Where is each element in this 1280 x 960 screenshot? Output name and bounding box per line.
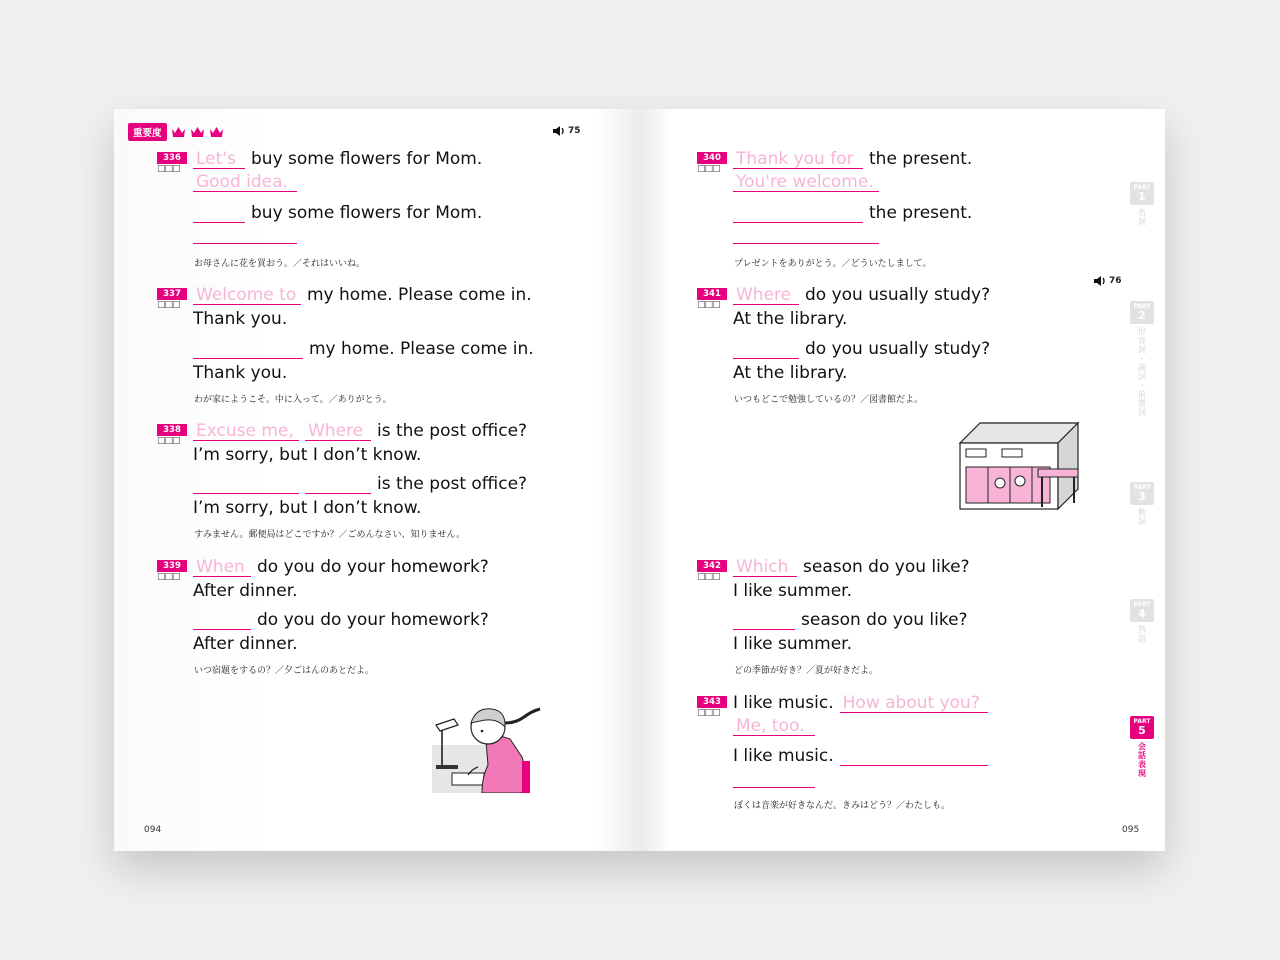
answer-text: Excuse me,	[193, 422, 299, 441]
japanese-translation: いつもどこで勉強しているの？／図書館だよ。	[734, 395, 924, 405]
girl-studying-illustration	[432, 705, 544, 793]
blank-field[interactable]	[733, 611, 795, 630]
tab-part-label: PART	[1133, 601, 1151, 608]
answer-text: You're welcome.	[733, 173, 879, 192]
tab-head	[1130, 301, 1154, 324]
blank-field[interactable]	[733, 340, 799, 359]
sentence-line	[193, 285, 532, 305]
question-badge: 338	[157, 424, 187, 436]
response-text: After dinner.	[193, 581, 298, 601]
check-boxes[interactable]: □□□	[157, 572, 180, 582]
sentence-line	[193, 557, 489, 577]
blank-field[interactable]	[193, 204, 245, 223]
question-number-342	[697, 560, 727, 582]
response-text: After dinner.	[193, 634, 298, 654]
response-line	[733, 309, 847, 329]
response-line	[193, 173, 303, 192]
importance-label: 重要度	[128, 123, 167, 141]
blank-field[interactable]	[193, 340, 303, 359]
response-text: At the library.	[733, 363, 848, 383]
japanese-translation: プレゼントをありがとう。／どういたしまして。	[734, 259, 932, 269]
part-tab-2[interactable]	[1128, 301, 1156, 417]
tab-number: 2	[1138, 309, 1146, 322]
right-page	[640, 109, 1165, 851]
response-line	[733, 581, 852, 601]
response-line	[193, 445, 421, 465]
sentence-line	[733, 285, 990, 305]
check-boxes[interactable]: □□□	[157, 300, 180, 310]
check-boxes[interactable]: □□□	[697, 708, 720, 718]
answer-text: Thank you for	[733, 150, 863, 169]
question-number-338	[157, 424, 187, 446]
crown-icon	[209, 126, 224, 138]
sentence-line	[193, 149, 482, 169]
question-badge: 340	[697, 152, 727, 164]
blank-field[interactable]	[193, 611, 251, 630]
check-boxes[interactable]: □□□	[697, 164, 720, 174]
check-boxes[interactable]: □□□	[697, 572, 720, 582]
tab-part-label: PART	[1133, 718, 1151, 725]
tab-head	[1130, 716, 1154, 739]
audio-track-number: 75	[568, 126, 581, 136]
tab-head	[1130, 182, 1154, 205]
tab-part-label: PART	[1133, 184, 1151, 191]
audio-track-badge[interactable]	[1093, 275, 1122, 287]
exercise-line	[733, 203, 972, 223]
response-line	[733, 173, 885, 192]
question-badge: 339	[157, 560, 187, 572]
sentence-line	[733, 693, 994, 713]
blank-field[interactable]	[193, 475, 299, 494]
answer-text: Which	[733, 558, 797, 577]
tab-head	[1130, 599, 1154, 622]
part-tab-1[interactable]	[1128, 182, 1156, 226]
speaker-icon	[552, 125, 566, 137]
sentence-line	[193, 421, 527, 441]
exercise-line	[193, 203, 482, 223]
exercise-line	[193, 225, 303, 244]
part-tab-4[interactable]	[1128, 599, 1156, 643]
question-number-343	[697, 696, 727, 718]
tab-title: 熟語	[1137, 625, 1147, 643]
sentence-text: I like music.	[733, 693, 834, 713]
sentence-text: my home. Please come in.	[307, 285, 532, 305]
question-badge: 343	[697, 696, 727, 708]
sentence-line	[733, 149, 972, 169]
part-tab-5[interactable]	[1128, 716, 1156, 778]
tab-number: 3	[1138, 490, 1146, 503]
japanese-translation: いつ宿題をするの？／夕ごはんのあとだよ。	[194, 666, 375, 676]
sentence-text: is the post office?	[377, 421, 528, 441]
sentence-text: do you usually study?	[805, 285, 991, 305]
check-boxes[interactable]: □□□	[157, 436, 180, 446]
book-spread	[114, 109, 1165, 851]
question-number-336	[157, 152, 187, 174]
blank-field[interactable]	[305, 475, 371, 494]
blank-field[interactable]	[733, 204, 863, 223]
answer-text: How about you?	[840, 694, 988, 713]
response-line	[733, 363, 847, 383]
sentence-text: the present.	[869, 149, 973, 169]
page-number-left: 094	[144, 825, 162, 835]
response-line	[193, 363, 287, 383]
japanese-translation: わが家にようこそ。中に入って。／ありがとう。	[194, 395, 392, 405]
japanese-translation: すみません。郵便局はどこですか？／ごめんなさい、知りません。	[194, 530, 466, 540]
blank-field[interactable]	[733, 769, 815, 788]
response-text: At the library.	[733, 309, 848, 329]
sentence-text: I like music.	[733, 746, 834, 766]
response-line	[733, 717, 821, 736]
response-text: I’m sorry, but I don’t know.	[193, 445, 422, 465]
check-boxes[interactable]: □□□	[157, 164, 180, 174]
answer-text: Welcome to	[193, 286, 301, 305]
question-badge: 341	[697, 288, 727, 300]
response-line	[193, 498, 421, 518]
tab-title: 名詞	[1137, 208, 1147, 226]
audio-track-badge[interactable]	[552, 125, 581, 137]
answer-text: Me, too.	[733, 717, 815, 736]
sentence-text: is the post office?	[377, 474, 528, 494]
blank-field[interactable]	[733, 225, 879, 244]
japanese-translation: どの季節が好き？／夏が好きだよ。	[734, 666, 879, 676]
response-text: I like summer.	[733, 581, 853, 601]
tab-title: 動詞	[1137, 508, 1147, 526]
sentence-text: season do you like?	[803, 557, 970, 577]
left-page	[114, 109, 639, 851]
library-building-illustration	[958, 419, 1082, 511]
exercise-line	[733, 746, 994, 766]
answer-text: Where	[305, 422, 371, 441]
exercise-line	[193, 339, 534, 359]
blank-field[interactable]	[840, 747, 988, 766]
sentence-text: my home. Please come in.	[309, 339, 534, 359]
exercise-line	[733, 769, 821, 788]
importance-header	[128, 123, 224, 141]
sentence-text: do you usually study?	[805, 339, 991, 359]
question-badge: 337	[157, 288, 187, 300]
question-number-337	[157, 288, 187, 310]
question-number-340	[697, 152, 727, 174]
response-text: Thank you.	[193, 309, 288, 329]
tab-title: 形容詞・副詞・前置詞	[1137, 327, 1147, 417]
answer-text: Let's	[193, 150, 245, 169]
tab-number: 1	[1138, 190, 1146, 203]
page-number-right: 095	[1122, 825, 1140, 835]
japanese-translation: ぼくは音楽が好きなんだ。きみはどう？／わたしも。	[734, 801, 951, 811]
tab-head	[1130, 482, 1154, 505]
exercise-line	[193, 610, 489, 630]
tab-number: 5	[1138, 724, 1146, 737]
exercise-line	[733, 339, 990, 359]
exercise-line	[733, 610, 968, 630]
question-number-339	[157, 560, 187, 582]
crown-icon	[171, 126, 186, 138]
tab-title: 会話表現	[1137, 742, 1147, 778]
response-text: Thank you.	[193, 363, 288, 383]
response-text: I like summer.	[733, 634, 853, 654]
sentence-text: season do you like?	[801, 610, 968, 630]
sentence-text: do you do your homework?	[257, 557, 489, 577]
response-line	[193, 309, 287, 329]
response-line	[193, 634, 298, 654]
response-line	[193, 581, 298, 601]
question-badge: 342	[697, 560, 727, 572]
exercise-line	[193, 474, 527, 494]
response-text: I’m sorry, but I don’t know.	[193, 498, 422, 518]
speaker-icon	[1093, 275, 1107, 287]
answer-text: When	[193, 558, 251, 577]
japanese-translation: お母さんに花を買おう。／それはいいね。	[194, 259, 366, 269]
audio-track-number: 76	[1109, 276, 1122, 286]
part-tab-3[interactable]	[1128, 482, 1156, 526]
sentence-text: the present.	[869, 203, 973, 223]
blank-field[interactable]	[193, 225, 297, 244]
tab-number: 4	[1138, 607, 1146, 620]
question-badge: 336	[157, 152, 187, 164]
response-line	[733, 634, 852, 654]
sentence-text: buy some flowers for Mom.	[251, 203, 483, 223]
sentence-text: do you do your homework?	[257, 610, 489, 630]
sentence-line	[733, 557, 970, 577]
question-number-341	[697, 288, 727, 310]
exercise-line	[733, 225, 885, 244]
check-boxes[interactable]: □□□	[697, 300, 720, 310]
answer-text: Good idea.	[193, 173, 297, 192]
crown-icon	[190, 126, 205, 138]
tab-part-label: PART	[1133, 484, 1151, 491]
tab-part-label: PART	[1133, 303, 1151, 310]
answer-text: Where	[733, 286, 799, 305]
sentence-text: buy some flowers for Mom.	[251, 149, 483, 169]
